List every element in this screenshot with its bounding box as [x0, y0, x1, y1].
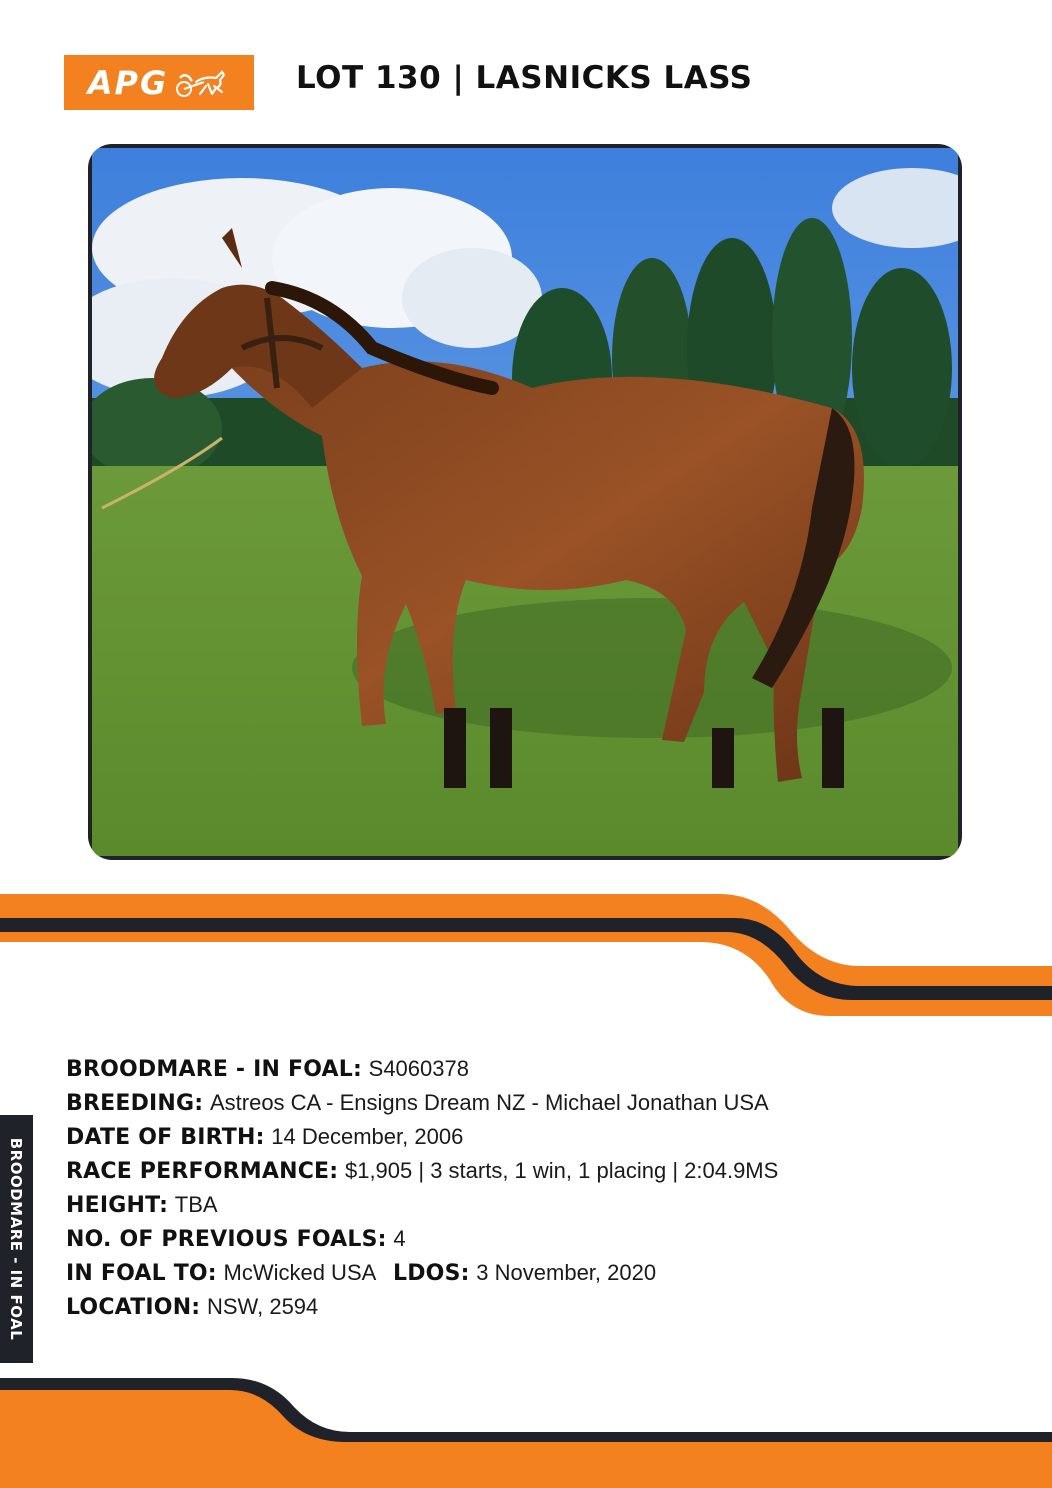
horse-photo-illustration: [92, 148, 958, 856]
detail-row-previous-foals: [66, 1222, 966, 1256]
detail-row-race-performance: [66, 1154, 966, 1188]
detail-value: NSW, 2594: [207, 1294, 319, 1319]
detail-label: BROODMARE - IN FOAL:: [66, 1057, 362, 1082]
detail-value: TBA: [174, 1192, 218, 1217]
detail-value: Astreos CA - Ensigns Dream NZ - Michael Jonathan USA: [209, 1090, 769, 1115]
horse-photo: [88, 144, 962, 860]
decorative-stripes-top: [0, 880, 1052, 1020]
detail-label: DATE OF BIRTH:: [66, 1125, 265, 1150]
lot-details: [66, 1052, 966, 1324]
detail-value: 4: [393, 1226, 406, 1251]
side-tab-label: BROODMARE - IN FOAL: [7, 1137, 25, 1341]
detail-label-ldos: LDOS:: [392, 1261, 470, 1286]
detail-value-ldos: 3 November, 2020: [476, 1260, 657, 1285]
detail-row-height: [66, 1188, 966, 1222]
detail-label: LOCATION:: [66, 1295, 201, 1320]
logo-text: APG: [87, 63, 169, 102]
apg-logo: [64, 55, 254, 110]
decorative-stripes-bottom: [0, 1370, 1052, 1488]
side-category-tab: [0, 1115, 33, 1363]
detail-value: McWicked USA: [223, 1260, 377, 1285]
detail-value: 14 December, 2006: [271, 1124, 464, 1149]
detail-row-date-of-birth: [66, 1120, 966, 1154]
detail-row-broodmare: [66, 1052, 966, 1086]
horse-sulky-icon: [174, 68, 230, 98]
detail-label: BREEDING:: [66, 1091, 204, 1116]
detail-label: RACE PERFORMANCE:: [66, 1159, 339, 1184]
detail-label: NO. OF PREVIOUS FOALS:: [66, 1227, 387, 1252]
detail-row-location: [66, 1290, 966, 1324]
detail-row-breeding: [66, 1086, 966, 1120]
detail-value: $1,905 | 3 starts, 1 win, 1 placing | 2:04.9MS: [344, 1158, 779, 1183]
detail-value: S4060378: [368, 1056, 469, 1081]
detail-label: IN FOAL TO:: [66, 1261, 217, 1286]
lot-title: LOT 130 | LASNICKS LASS: [296, 60, 753, 96]
detail-label: HEIGHT:: [66, 1193, 169, 1218]
detail-row-in-foal-to: [66, 1256, 966, 1290]
